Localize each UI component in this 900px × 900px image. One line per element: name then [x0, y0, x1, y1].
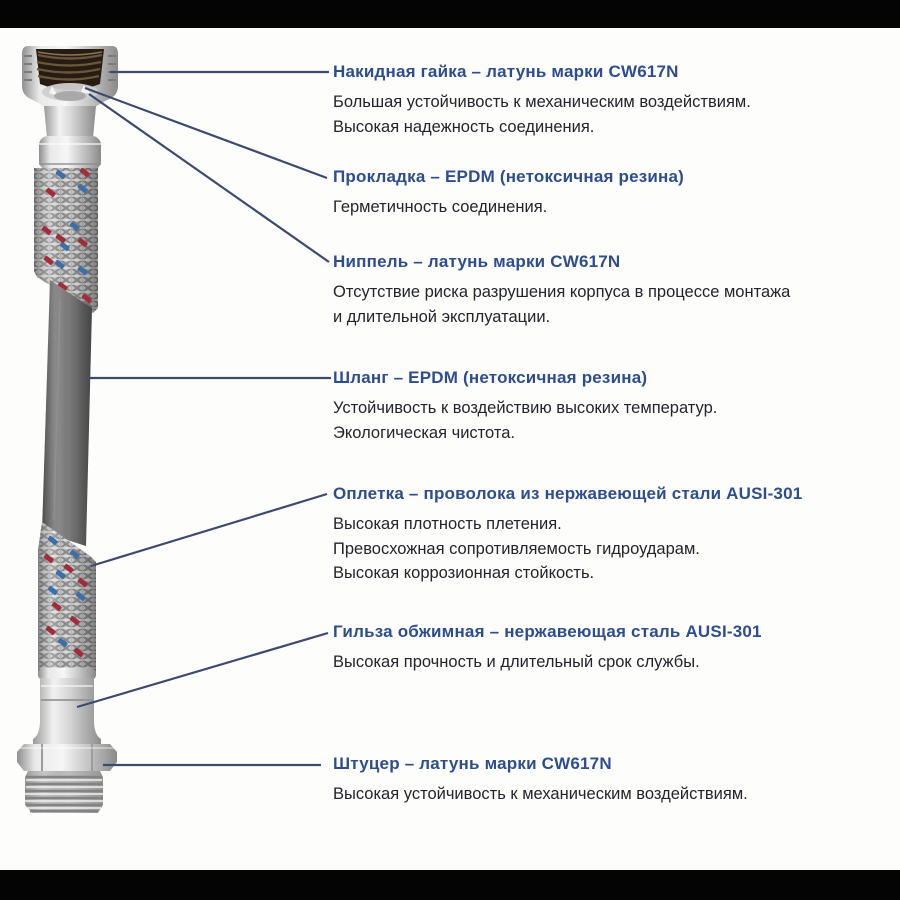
annotation-text-line: Высокая коррозионная стойкость.	[333, 564, 595, 582]
fitting-thread	[25, 771, 103, 813]
annotation-title: Оплетка – проволока из нержавеющей стали AUSI-301	[333, 484, 803, 503]
annotation-crimp-sleeve	[333, 622, 898, 675]
rubber-hose	[42, 280, 92, 546]
annotation-text-line: Устойчивость к воздействию высоких температур.	[333, 399, 718, 417]
annotation-text-line: Экологическая чистота.	[333, 423, 515, 442]
annotation-title: Прокладка – EPDM (нетоксичная резина)	[333, 167, 685, 186]
annotation-nipple	[333, 252, 898, 329]
leader-line-braid	[91, 494, 327, 566]
annotation-text-line: Высокая надежность соединения.	[333, 117, 595, 136]
annotation-title: Гильза обжимная – нержавеющая сталь AUSI-301	[333, 622, 762, 641]
annotation-text-line: Высокая устойчивость к механическим воздействиям.	[333, 785, 748, 803]
annotation-hose	[333, 368, 898, 445]
braid-bottom	[38, 522, 96, 676]
annotation-title: Шланг – EPDM (нетоксичная резина)	[333, 368, 648, 387]
annotation-text-line: Высокая плотность плетения.	[333, 515, 562, 533]
leader-line-gasket	[85, 88, 327, 178]
annotation-title: Штуцер – латунь марки CW617N	[333, 754, 612, 773]
leader-line-nipple	[89, 94, 329, 262]
annotation-braid	[333, 484, 898, 586]
annotation-union-nut	[333, 62, 898, 139]
annotation-text-line: Высокая прочность и длительный срок службы.	[333, 653, 700, 671]
annotation-text-line: Превосхожная сопротивляемость гидроударам.	[333, 539, 700, 558]
crimp-sleeve	[33, 668, 101, 745]
annotation-title: Ниппель – латунь марки CW617N	[333, 252, 621, 271]
annotation-text-line: Герметичность соединения.	[333, 198, 548, 216]
annotation-title: Накидная гайка – латунь марки CW617N	[333, 62, 679, 81]
annotation-text-line: Отсутствие риска разрушения корпуса в процессе монтажа	[333, 283, 791, 301]
annotation-text-line: и длительной эксплуатации.	[333, 307, 551, 326]
annotation-gasket	[333, 167, 898, 220]
annotation-text-line: Большая устойчивость к механическим воздействиям.	[333, 93, 751, 111]
fitting-hex	[17, 744, 117, 771]
leader-line-sleeve	[77, 633, 328, 707]
gasket-area	[42, 83, 98, 101]
nut-neck	[39, 106, 101, 170]
annotation-fitting	[333, 754, 898, 807]
